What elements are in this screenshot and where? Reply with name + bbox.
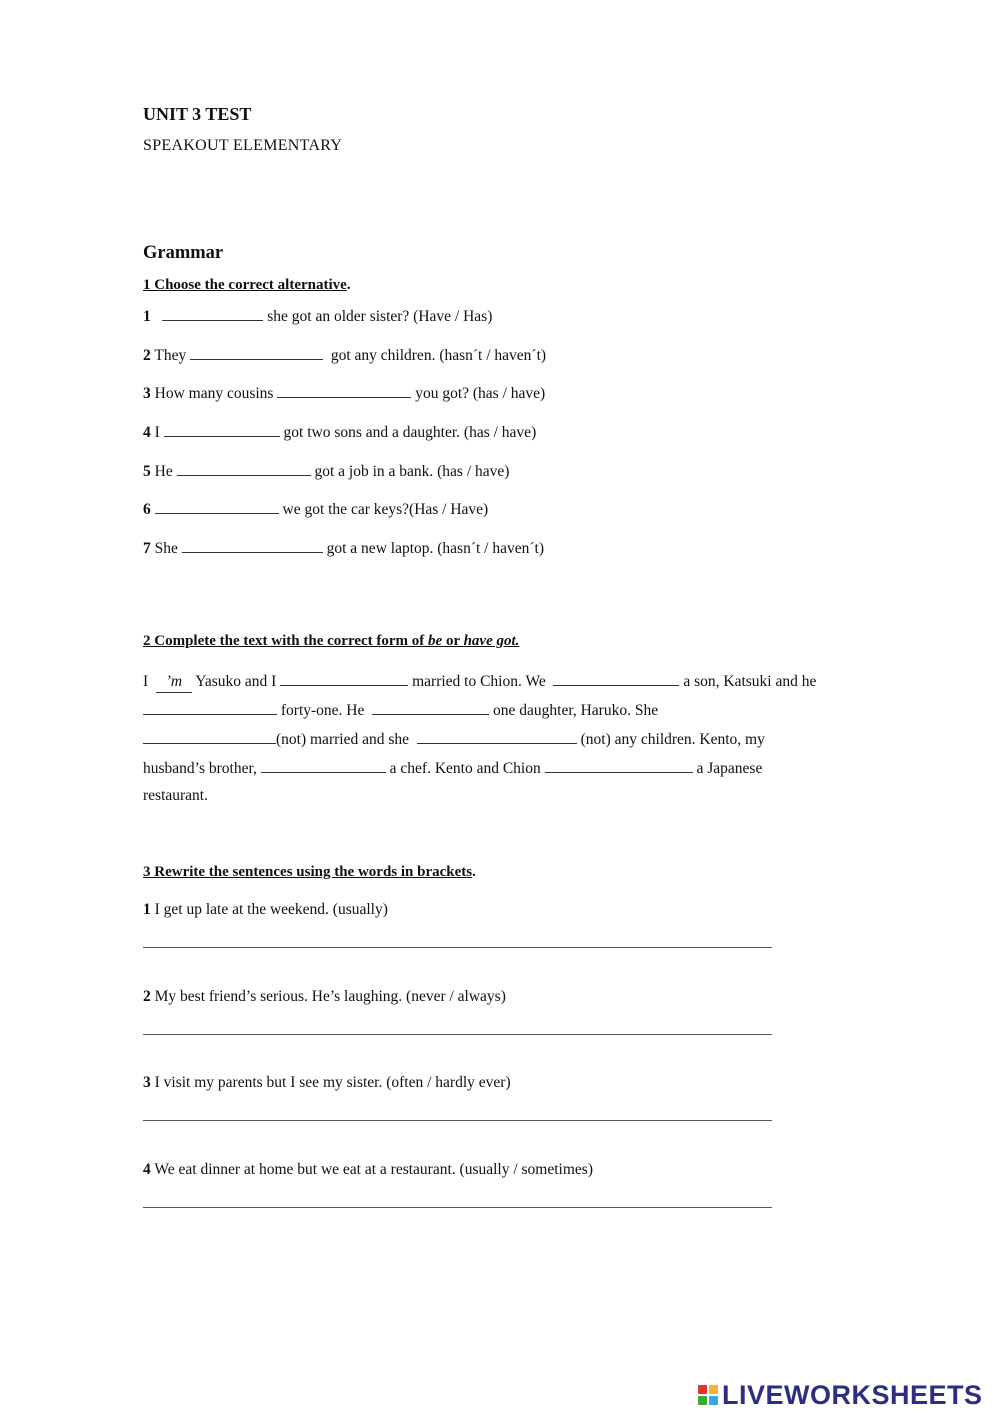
exercise-2-line-2: forty-one. He one daughter, Haruko. She — [143, 698, 658, 721]
exercise-3-item-3: 3 I visit my parents but I see my sister. (often / hardly ever) — [143, 1074, 511, 1091]
answer-line[interactable] — [143, 947, 772, 948]
section-title-grammar: Grammar — [143, 243, 224, 263]
answer-line[interactable] — [143, 1120, 772, 1121]
exercise-1-item-1: 1 she got an older sister? (Have / Has) — [143, 304, 492, 327]
answer-blank[interactable] — [177, 459, 311, 476]
test-title: UNIT 3 TEST — [143, 104, 252, 124]
exercise-3-item-2: 2 My best friend’s serious. He’s laughing. (never / always) — [143, 988, 506, 1005]
test-subtitle: SPEAKOUT ELEMENTARY — [143, 137, 343, 154]
answer-blank[interactable] — [155, 497, 279, 514]
answer-blank[interactable] — [143, 698, 277, 715]
exercise-2-line-5: restaurant. — [143, 787, 208, 804]
liveworksheets-logo-text: LIVEWORKSHEETS — [722, 1379, 983, 1410]
answer-line[interactable] — [143, 1034, 772, 1035]
answer-blank[interactable] — [553, 669, 679, 686]
answer-line[interactable] — [143, 1207, 772, 1208]
liveworksheets-logo — [698, 1380, 983, 1410]
answer-blank[interactable] — [417, 727, 577, 744]
exercise-1-item-3: 3 How many cousins you got? (has / have) — [143, 381, 545, 404]
exercise-1-item-7: 7 She got a new laptop. (hasn´t / haven´t) — [143, 536, 544, 559]
exercise-2-line-1: I ’m Yasuko and I married to Chion. We a son, Katsuki and he — [143, 669, 816, 693]
exercise-3-item-4: 4 We eat dinner at home but we eat at a restaurant. (usually / sometimes) — [143, 1161, 593, 1178]
exercise-1-item-4: 4 I got two sons and a daughter. (has / have) — [143, 420, 536, 443]
exercise-2-instruction: 2 Complete the text with the correct form of be or have got. — [143, 633, 520, 649]
answer-blank[interactable] — [162, 304, 263, 321]
exercise-2-line-4: husband’s brother, a chef. Kento and Chion a Japanese — [143, 756, 762, 779]
exercise-1-item-2: 2 They got any children. (hasn´t / haven´t) — [143, 343, 546, 366]
answer-blank[interactable] — [190, 343, 323, 360]
answer-blank[interactable] — [277, 381, 411, 398]
exercise-3-item-1: 1 I get up late at the weekend. (usually) — [143, 901, 388, 918]
answer-blank[interactable] — [143, 727, 276, 744]
example-answer: ’m — [156, 672, 192, 693]
exercise-1-instruction: 1 Choose the correct alternative. — [143, 277, 351, 293]
answer-blank[interactable] — [545, 756, 693, 773]
exercise-2-line-3: (not) married and she (not) any children. Kento, my — [143, 727, 765, 750]
answer-blank[interactable] — [280, 669, 408, 686]
exercise-3-instruction: 3 Rewrite the sentences using the words in brackets. — [143, 864, 476, 880]
answer-blank[interactable] — [182, 536, 323, 553]
answer-blank[interactable] — [164, 420, 280, 437]
answer-blank[interactable] — [261, 756, 386, 773]
exercise-1-item-6: 6 we got the car keys?(Has / Have) — [143, 497, 488, 520]
exercise-1-item-5: 5 He got a job in a bank. (has / have) — [143, 459, 509, 482]
answer-blank[interactable] — [372, 698, 489, 715]
liveworksheets-logo-icon — [698, 1385, 718, 1405]
